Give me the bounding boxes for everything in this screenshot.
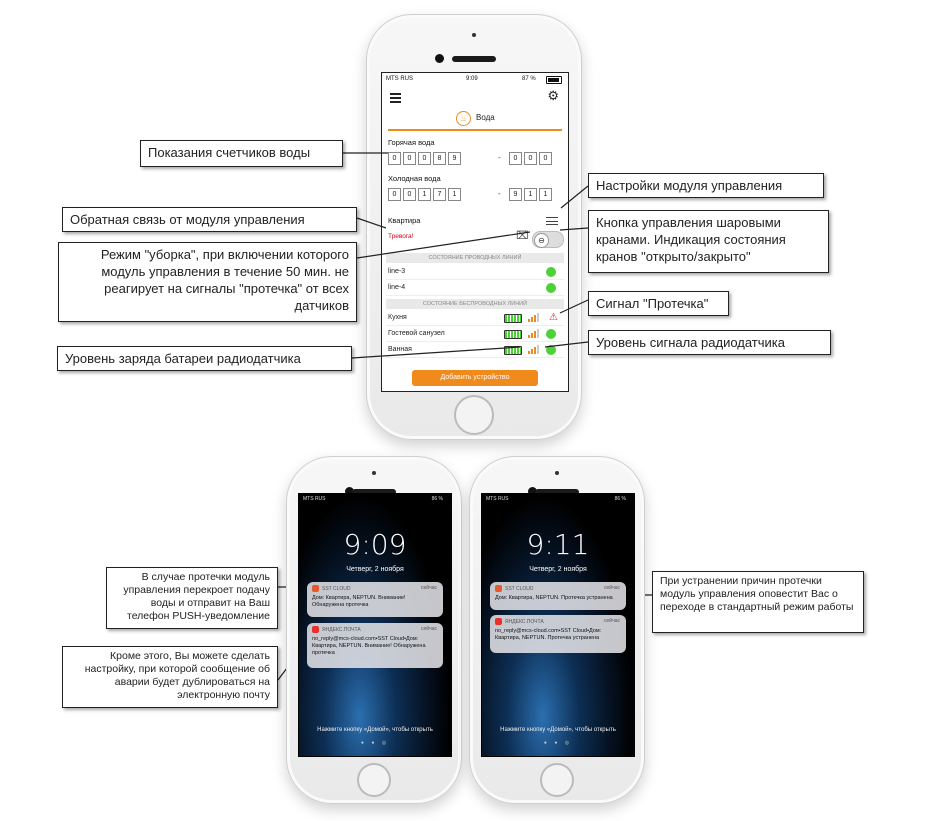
callout-leak-signal: Сигнал "Протечка" bbox=[588, 291, 729, 316]
notification-app: ЯНДЕКС.ПОЧТА bbox=[505, 618, 544, 625]
lock-phone-right bbox=[469, 456, 645, 804]
battery-percent: 86 % bbox=[614, 496, 626, 502]
status-time: 9:09 bbox=[466, 76, 478, 82]
lock-phone-left bbox=[286, 456, 462, 804]
notification-body: no_reply@mcs-cloud.com•SST Cloud•Дом: Квартира, NEPTUN. Протечка устранена bbox=[495, 628, 602, 641]
battery-percent: 87 % bbox=[522, 76, 536, 82]
unlock-hint: Нажмите кнопку «Домой», чтобы открыть bbox=[317, 727, 433, 733]
cold-water-label: Холодная вода bbox=[388, 174, 441, 183]
notification-body: Дом: Квартира, NEPTUN. Внимание! Обнаружена протечка bbox=[312, 595, 406, 608]
notification-time: сейчас bbox=[604, 618, 620, 624]
counter-digit: 0 bbox=[388, 152, 401, 165]
counter-digit: 0 bbox=[539, 152, 552, 165]
page-dots: ● ● ◎ bbox=[360, 740, 390, 746]
lock-time: 9:11 bbox=[526, 528, 590, 561]
notification-card[interactable] bbox=[307, 582, 443, 617]
yandex-mail-app-icon bbox=[495, 618, 502, 625]
lockscreen-right bbox=[481, 493, 635, 757]
counter-digit: 0 bbox=[403, 188, 416, 201]
notification-time: сейчас bbox=[604, 585, 620, 591]
callout-signal-level: Уровень сигнала радиодатчика bbox=[588, 330, 831, 355]
lockscreen-left bbox=[298, 493, 452, 757]
cleaning-mode-icon[interactable]: ⌧ bbox=[516, 230, 529, 242]
line-name: line-3 bbox=[388, 268, 406, 275]
home-button[interactable] bbox=[540, 763, 574, 797]
sensor-name: Гостевой санузел bbox=[388, 330, 445, 337]
notification-body: no_reply@mcs-cloud.com•SST Cloud•Дом: Квартира, NEPTUN. Внимание! Обнаружена протечка bbox=[312, 636, 426, 656]
notification-app: ЯНДЕКС.ПОЧТА bbox=[322, 626, 361, 633]
counter-separator: - bbox=[498, 153, 501, 162]
valve-icon: ⊖ bbox=[534, 233, 549, 248]
callout-feedback: Обратная связь от модуля управления bbox=[62, 207, 357, 232]
wired-lines-header: СОСТОЯНИЕ ПРОВОДНЫХ ЛИНИЙ bbox=[386, 253, 564, 263]
lock-date: Четверг, 2 ноября bbox=[529, 566, 587, 573]
alarm-status: Тревога! bbox=[388, 233, 414, 240]
notification-app: SST CLOUD bbox=[505, 585, 534, 592]
water-drop-icon: ♨ bbox=[456, 111, 471, 126]
wireless-lines-header: СОСТОЯНИЕ БЕСПРОВОДНЫХ ЛИНИЙ bbox=[386, 299, 564, 309]
add-device-button[interactable]: Добавить устройство bbox=[412, 370, 538, 386]
counter-digit: 7 bbox=[433, 188, 446, 201]
gear-icon[interactable]: ⚙ bbox=[547, 88, 559, 103]
notification-time: сейчас bbox=[421, 626, 437, 632]
lock-time: 9:09 bbox=[343, 528, 407, 561]
callout-settings: Настройки модуля управления bbox=[588, 173, 824, 198]
callout-meters: Показания счетчиков воды bbox=[140, 140, 343, 167]
notification-app: SST CLOUD bbox=[322, 585, 351, 592]
hot-water-label: Горячая вода bbox=[388, 138, 435, 147]
line-name: line-4 bbox=[388, 284, 406, 291]
yandex-mail-app-icon bbox=[312, 626, 319, 633]
carrier: MTS RUS bbox=[486, 496, 509, 502]
home-button[interactable] bbox=[357, 763, 391, 797]
notification-body: Дом: Квартира, NEPTUN. Протечка устранена bbox=[495, 595, 613, 601]
battery-percent: 86 % bbox=[431, 496, 443, 502]
callout-battery-level: Уровень заряда батареи радиодатчика bbox=[57, 346, 352, 371]
tab-label: Вода bbox=[476, 113, 495, 122]
leak-warning-icon: ⚠ bbox=[549, 312, 558, 323]
counter-digit: 1 bbox=[448, 188, 461, 201]
notification-card[interactable] bbox=[490, 582, 626, 610]
carrier: MTS RUS bbox=[303, 496, 326, 502]
sst-cloud-app-icon bbox=[495, 585, 502, 592]
notification-card[interactable] bbox=[490, 615, 626, 653]
counter-digit: 9 bbox=[509, 188, 522, 201]
carrier: MTS RUS bbox=[386, 76, 413, 82]
sensor-name: Кухня bbox=[388, 314, 407, 321]
counter-separator: - bbox=[498, 189, 501, 198]
counter-digit: 8 bbox=[433, 152, 446, 165]
notification-time: сейчас bbox=[421, 585, 437, 591]
counter-digit: 0 bbox=[509, 152, 522, 165]
callout-push-notification: В случае протечки модуль управления перекроет подачу воды и отправит на Ваш телефон PUSH-уведомление bbox=[106, 567, 278, 629]
counter-digit: 0 bbox=[418, 152, 431, 165]
counter-digit: 1 bbox=[418, 188, 431, 201]
counter-digit: 0 bbox=[388, 188, 401, 201]
callout-valve-control: Кнопка управления шаровыми кранами. Индикация состояния кранов "открыто/закрыто" bbox=[588, 210, 829, 273]
callout-cleaning-mode: Режим "уборка", при включении которого модуль управления в течение 50 мин. не реагирует на сигналы "протечка" от всех датчиков bbox=[58, 242, 357, 322]
counter-digit: 0 bbox=[403, 152, 416, 165]
unlock-hint: Нажмите кнопку «Домой», чтобы открыть bbox=[500, 727, 616, 733]
callout-email-duplicate: Кроме этого, Вы можете сделать настройку, при которой сообщение об аварии будет дублироваться на электронную почту bbox=[62, 646, 278, 708]
notification-card[interactable] bbox=[307, 623, 443, 668]
sst-cloud-app-icon bbox=[312, 585, 319, 592]
counter-digit: 1 bbox=[524, 188, 537, 201]
counter-digit: 0 bbox=[524, 152, 537, 165]
page-dots: ● ● ◎ bbox=[543, 740, 573, 746]
callout-leak-resolved: При устранении причин протечки модуль управления оповестит Вас о переходе в стандартный режим работы bbox=[652, 571, 864, 633]
counter-digit: 9 bbox=[448, 152, 461, 165]
apartment-label: Квартира bbox=[388, 216, 421, 225]
lock-date: Четверг, 2 ноября bbox=[346, 566, 404, 573]
counter-digit: 1 bbox=[539, 188, 552, 201]
sensor-name: Ванная bbox=[388, 346, 412, 353]
